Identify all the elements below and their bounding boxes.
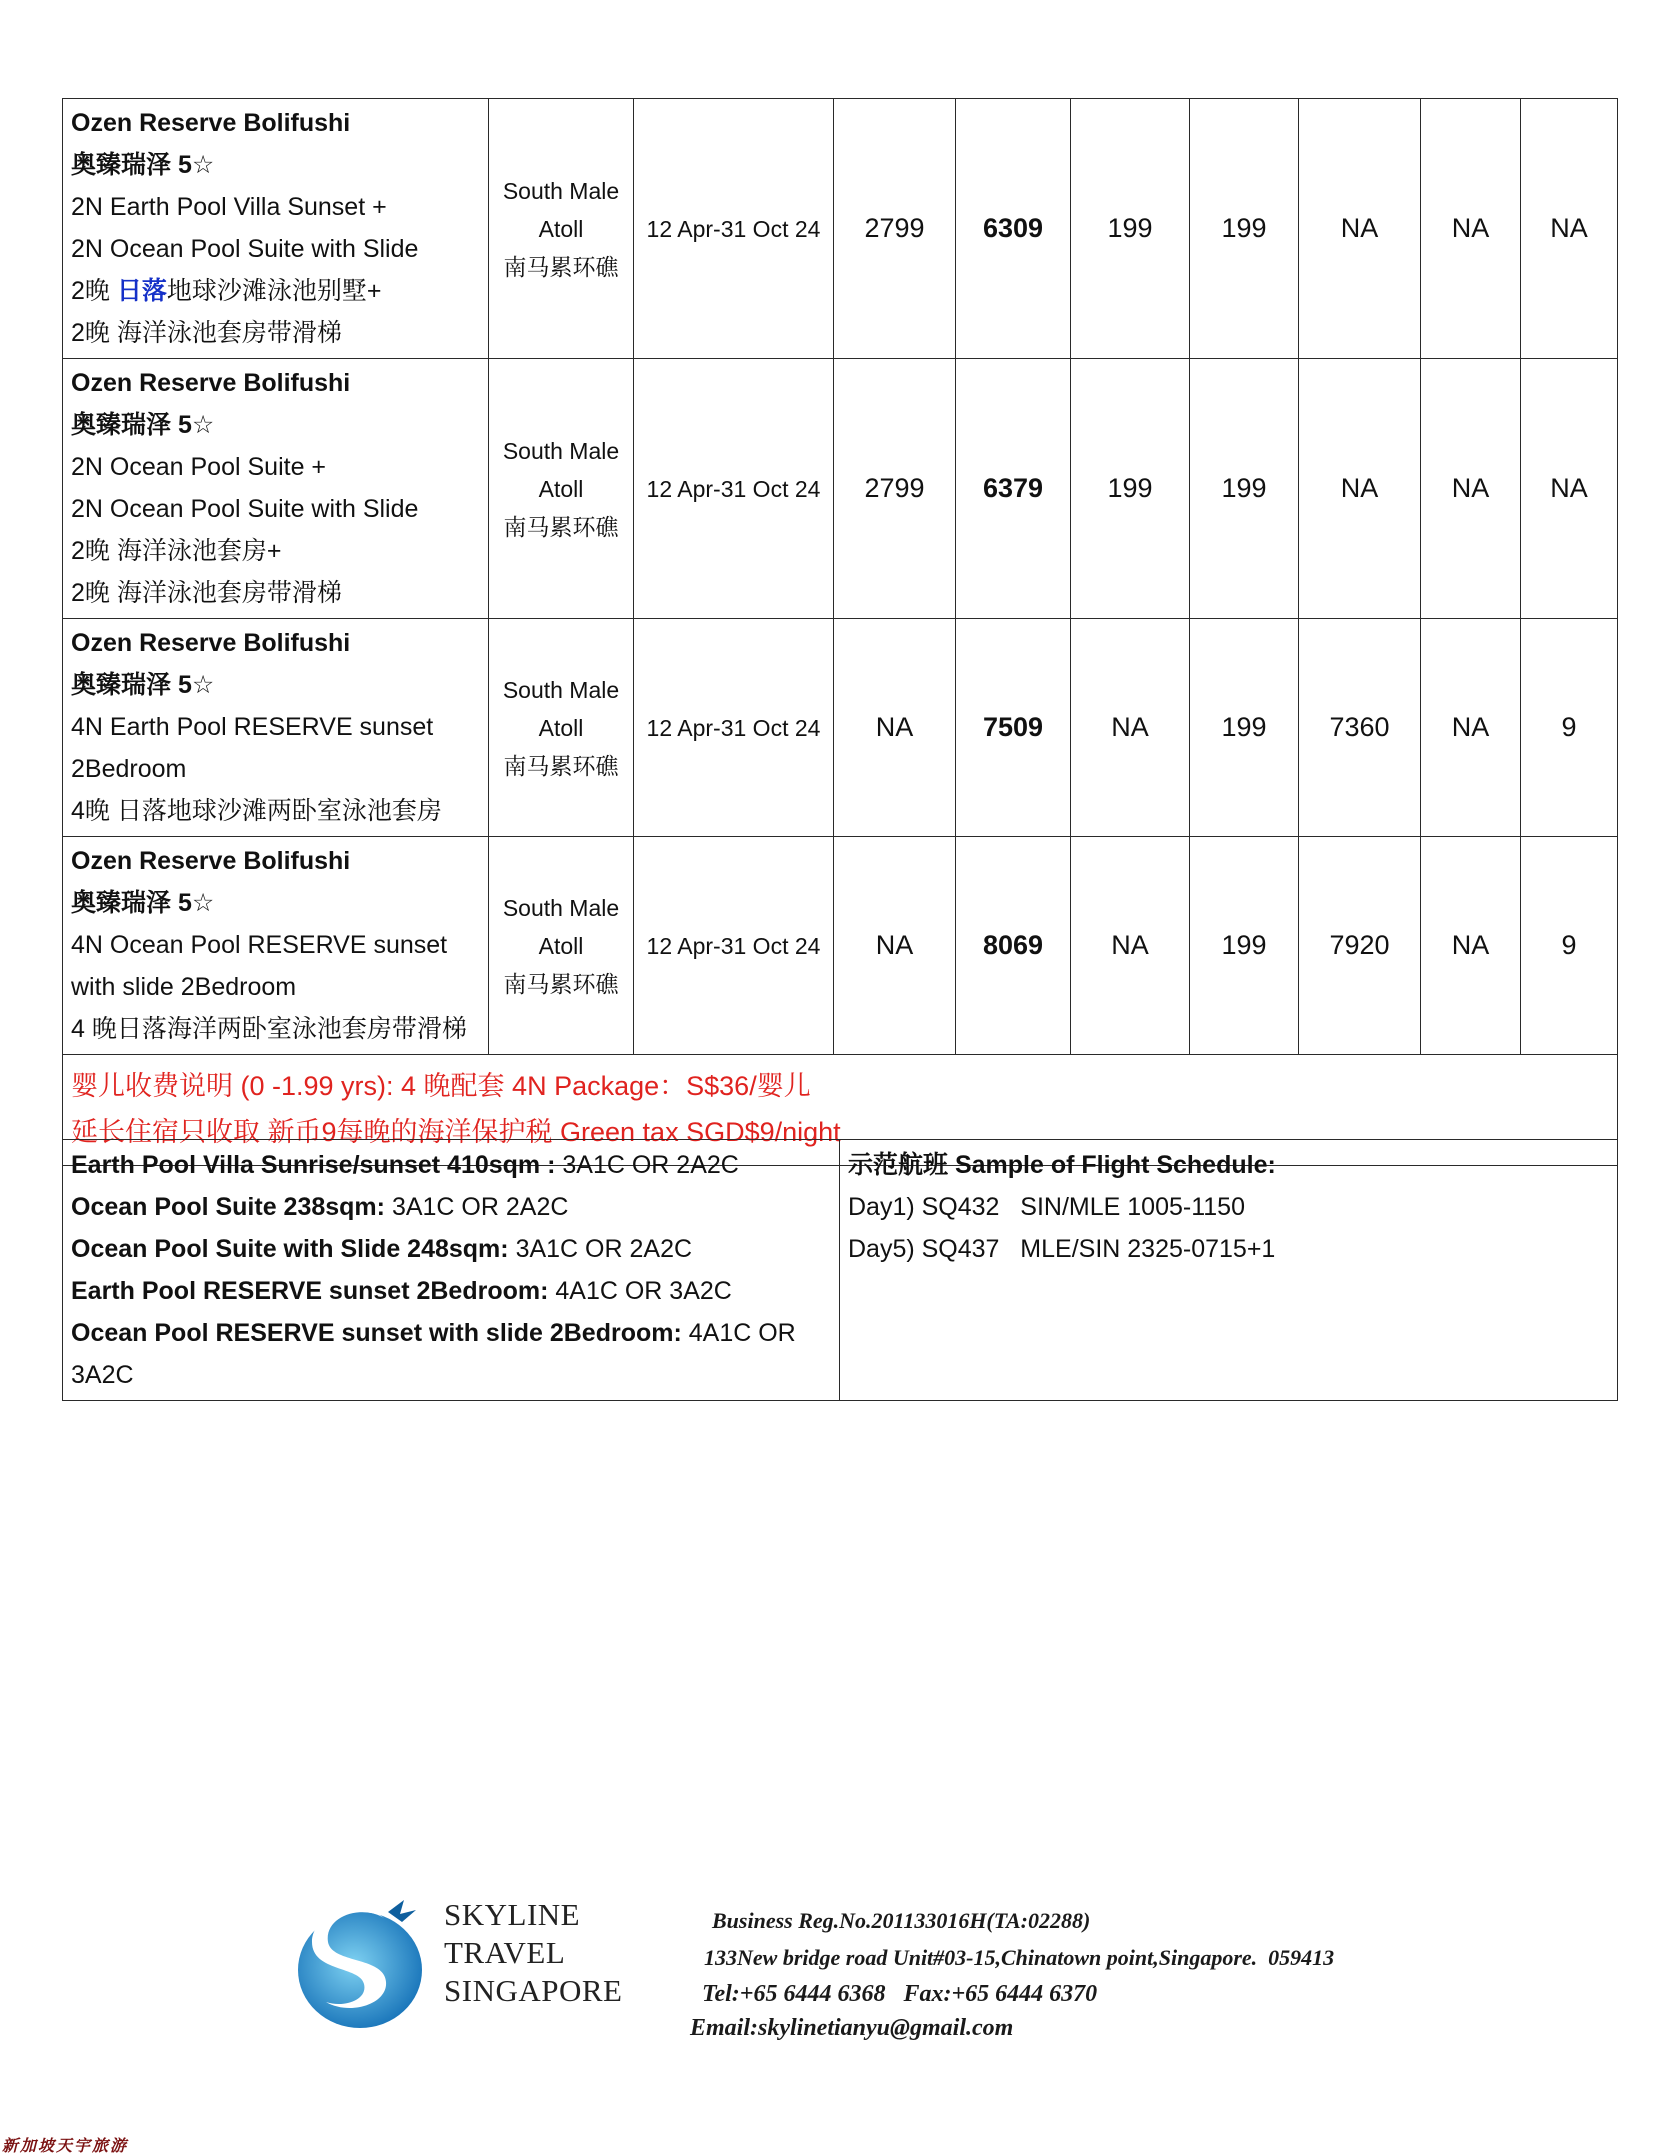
infant-note: 婴儿收费说明 (0 -1.99 yrs): 4 晚配套 4N Package：S$36/婴儿 xyxy=(71,1071,811,1101)
price-cell: NA xyxy=(834,619,956,837)
room-line-cn: 2晚 日落地球沙滩泳池别墅+ xyxy=(71,277,382,305)
price-cell: 6309 xyxy=(956,99,1071,359)
dragon-logo-icon xyxy=(292,1896,442,2036)
price-cell: NA xyxy=(1299,359,1421,619)
room-line: 2N Ocean Pool Suite with Slide xyxy=(71,235,419,263)
price-cell: NA xyxy=(1071,837,1190,1055)
price-cell: 2799 xyxy=(834,99,956,359)
flight-cell xyxy=(840,1140,1618,1401)
table-row xyxy=(63,837,1618,1055)
price-cell: 7360 xyxy=(1299,619,1421,837)
price-cell: 199 xyxy=(1071,99,1190,359)
room-line: with slide 2Bedroom xyxy=(71,973,297,1001)
flight-day1: Day1) SQ432 SIN/MLE 1005-1150 xyxy=(848,1193,1245,1221)
price-cell: 7920 xyxy=(1299,837,1421,1055)
room-line-cn: 2晚 海洋泳池套房带滑梯 xyxy=(71,319,342,347)
company-phone: Tel:+65 6444 6368 Fax:+65 6444 6370 xyxy=(702,1981,1098,2007)
price-cell: NA xyxy=(1421,359,1521,619)
hotel-name-cn: 奥臻瑞泽 5☆ xyxy=(71,671,215,699)
rate-table xyxy=(62,98,1618,1166)
date-cell: 12 Apr-31 Oct 24 xyxy=(634,359,834,619)
hotel-cell xyxy=(63,99,489,359)
occupancy-line: Ocean Pool Suite 238sqm: 3A1C OR 2A2C xyxy=(71,1193,569,1221)
location-cell: South Male Atoll 南马累环礁 xyxy=(489,619,634,837)
logo-text: SKYLINE TRAVEL SINGAPORE xyxy=(444,1897,623,2008)
occupancy-line: Earth Pool Villa Sunrise/sunset 410sqm : 3A1C OR 2A2C xyxy=(71,1151,739,1179)
occupancy-line: Earth Pool RESERVE sunset 2Bedroom: 4A1C OR 3A2C xyxy=(71,1277,732,1305)
price-cell: NA xyxy=(1421,619,1521,837)
table-row xyxy=(63,359,1618,619)
hotel-name: Ozen Reserve Bolifushi xyxy=(71,847,351,875)
room-line-cn: 2晚 海洋泳池套房带滑梯 xyxy=(71,579,342,607)
price-cell: NA xyxy=(1299,99,1421,359)
location-cell: South Male Atoll 南马累环礁 xyxy=(489,359,634,619)
price-cell: 199 xyxy=(1071,359,1190,619)
price-cell: 8069 xyxy=(956,837,1071,1055)
price-cell: 7509 xyxy=(956,619,1071,837)
room-line: 2N Ocean Pool Suite + xyxy=(71,453,327,481)
occupancy-cell xyxy=(63,1140,840,1401)
price-cell: NA xyxy=(1421,837,1521,1055)
flight-title: 示范航班 Sample of Flight Schedule: xyxy=(848,1151,1276,1179)
price-cell: 9 xyxy=(1521,619,1618,837)
date-cell: 12 Apr-31 Oct 24 xyxy=(634,99,834,359)
location-cell: South Male Atoll 南马累环礁 xyxy=(489,99,634,359)
date-cell: 12 Apr-31 Oct 24 xyxy=(634,837,834,1055)
room-line: 2N Ocean Pool Suite with Slide xyxy=(71,495,419,523)
room-line-cn: 2晚 海洋泳池套房+ xyxy=(71,537,282,565)
price-cell: 9 xyxy=(1521,837,1618,1055)
hotel-name: Ozen Reserve Bolifushi xyxy=(71,109,351,137)
room-line: 4N Ocean Pool RESERVE sunset xyxy=(71,931,448,959)
price-cell: 6379 xyxy=(956,359,1071,619)
table-row xyxy=(63,619,1618,837)
hotel-name-cn: 奥臻瑞泽 5☆ xyxy=(71,411,215,439)
business-reg: Business Reg.No.201133016H(TA:02288) xyxy=(712,1908,1091,1933)
price-cell: 199 xyxy=(1190,99,1299,359)
hotel-cell xyxy=(63,619,489,837)
company-address: 133New bridge road Unit#03-15,Chinatown point,Singapore. 059413 xyxy=(704,1945,1335,1970)
info-table xyxy=(62,1139,1618,1401)
footer-watermark: 新加坡天宇旅游 xyxy=(2,2136,129,2155)
room-line: 4N Earth Pool RESERVE sunset xyxy=(71,713,434,741)
price-cell: 199 xyxy=(1190,837,1299,1055)
location-cell: South Male Atoll 南马累环礁 xyxy=(489,837,634,1055)
price-cell: NA xyxy=(1071,619,1190,837)
sunset-highlight: 日落 xyxy=(116,277,167,305)
price-cell: NA xyxy=(1521,359,1618,619)
occupancy-line: Ocean Pool Suite with Slide 248sqm: 3A1C OR 2A2C xyxy=(71,1235,693,1263)
hotel-cell xyxy=(63,837,489,1055)
hotel-cell xyxy=(63,359,489,619)
hotel-name-cn: 奥臻瑞泽 5☆ xyxy=(71,151,215,179)
flight-day5: Day5) SQ437 MLE/SIN 2325-0715+1 xyxy=(848,1235,1276,1263)
company-logo xyxy=(292,1896,632,2036)
hotel-name: Ozen Reserve Bolifushi xyxy=(71,369,351,397)
room-line-cn: 4晚 日落地球沙滩两卧室泳池套房 xyxy=(71,797,442,825)
price-cell: NA xyxy=(834,837,956,1055)
company-contact xyxy=(690,1902,1334,2044)
price-cell: 199 xyxy=(1190,619,1299,837)
price-cell: NA xyxy=(1421,99,1521,359)
room-line: 2N Earth Pool Villa Sunset + xyxy=(71,193,387,221)
occupancy-line: Ocean Pool RESERVE sunset with slide 2Bedroom: 4A1C OR 3A2C xyxy=(71,1319,796,1389)
company-email: Email:skylinetianyu@gmail.com xyxy=(690,2015,1014,2041)
green-tax-note: 延长住宿只收取 新币9每晚的海洋保护税 Green tax SGD$9/night xyxy=(71,1117,841,1147)
price-cell: NA xyxy=(1521,99,1618,359)
room-line: 2Bedroom xyxy=(71,755,187,783)
date-cell: 12 Apr-31 Oct 24 xyxy=(634,619,834,837)
hotel-name-cn: 奥臻瑞泽 5☆ xyxy=(71,889,215,917)
hotel-name: Ozen Reserve Bolifushi xyxy=(71,629,351,657)
price-cell: 2799 xyxy=(834,359,956,619)
room-line-cn: 4 晚日落海洋两卧室泳池套房带滑梯 xyxy=(71,1015,467,1043)
table-row xyxy=(63,99,1618,359)
price-cell: 199 xyxy=(1190,359,1299,619)
